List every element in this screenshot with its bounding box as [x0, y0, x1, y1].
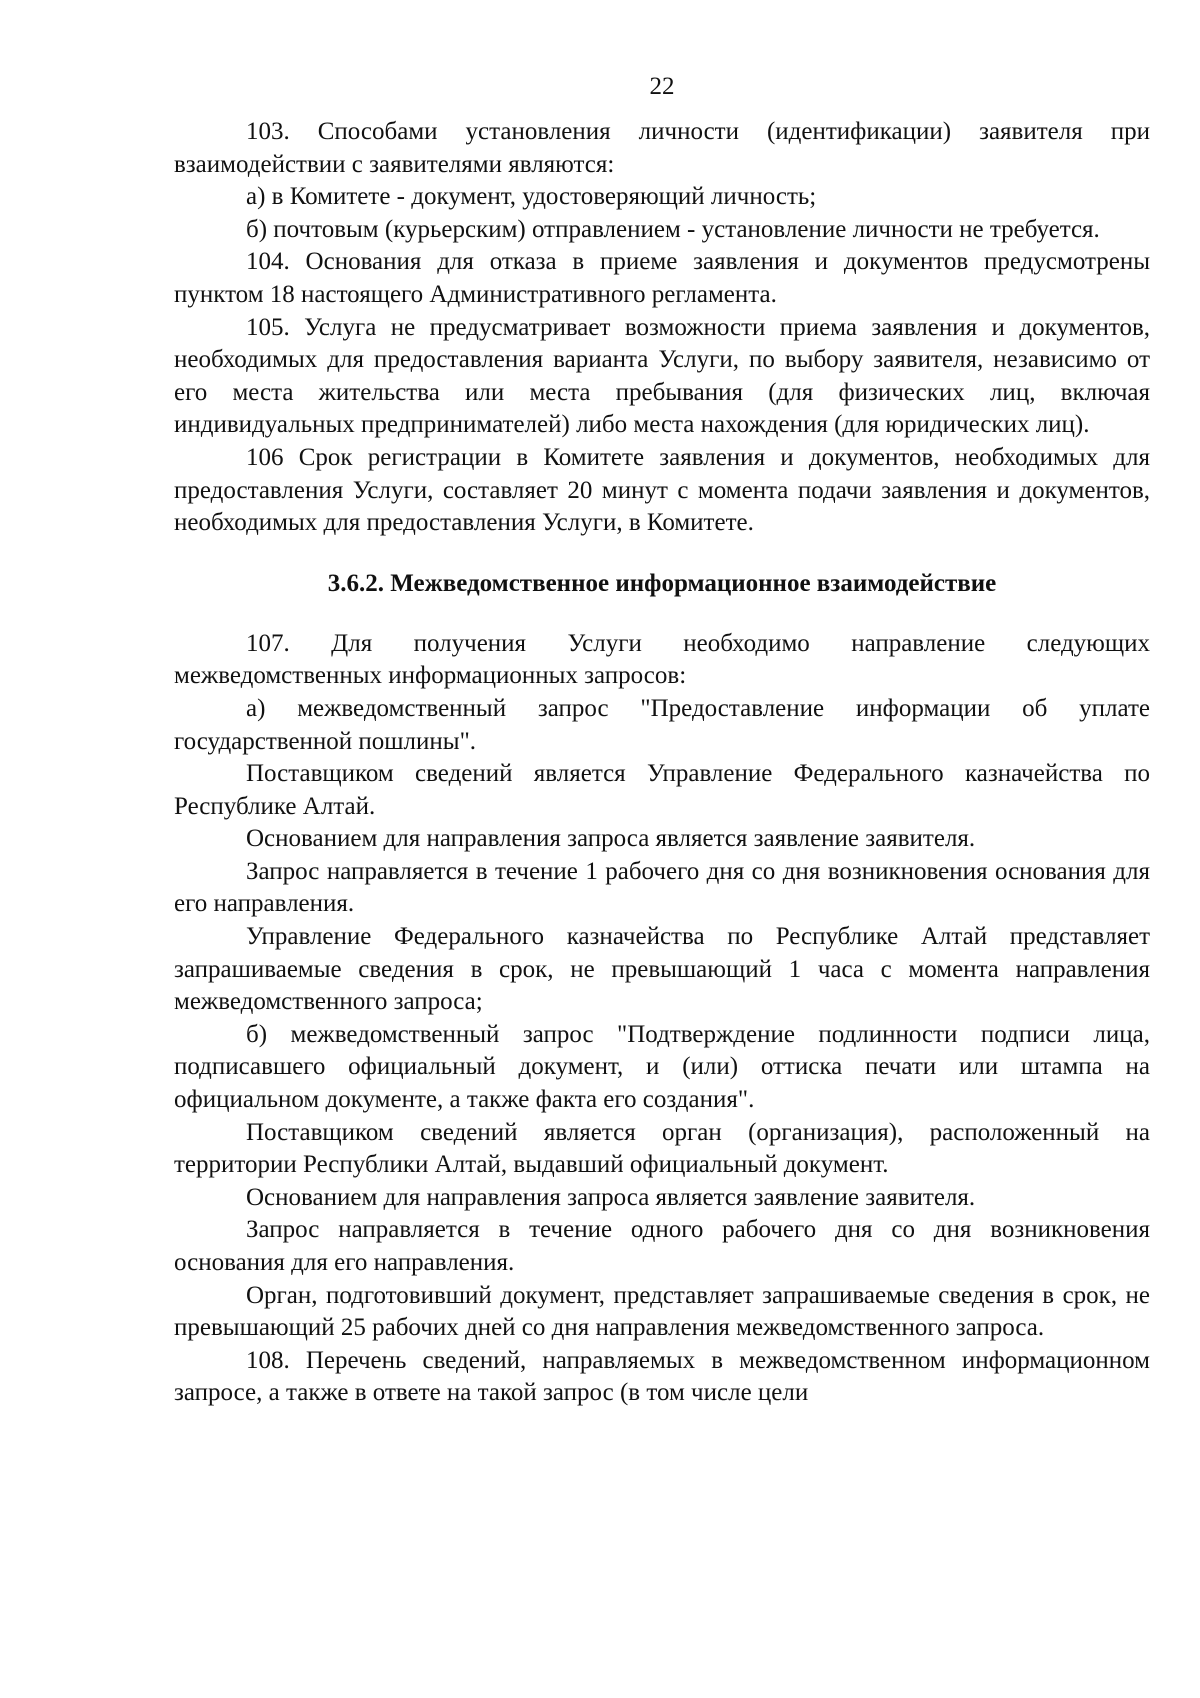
- paragraph-107-a-response: Управление Федерального казначейства по Республике Алтай представляет запрашиваемые сведения в срок, не превышающий 1 часа с момента направления межведомственного запроса;: [174, 923, 1150, 1016]
- paragraph-106: 106 Срок регистрации в Комитете заявления и документов, необходимых для предоставления Услуги, составляет 20 минут с момента подачи заявления и документов, необходимых для предоставления Услуги, в Комитете.: [174, 443, 1150, 537]
- paragraph-107-a: а) межведомственный запрос "Предоставление информации об уплате государственной пошлины".: [174, 694, 1150, 755]
- paragraph-107-b-term: Запрос направляется в течение одного рабочего дня со дня возникновения основания для его направления.: [174, 1216, 1150, 1276]
- paragraph-107-a-basis: Основанием для направления запроса является заявление заявителя.: [246, 825, 976, 853]
- section-heading: 3.6.2. Межведомственное информационное взаимодействие: [327, 569, 997, 597]
- paragraph-105: 105. Услуга не предусматривает возможности приема заявления и документов, необходимых для предоставления варианта Услуги, по выбору заявителя, независимо от его места жительства или места пребывания (для физических лиц, включая индивидуальных предпринимателей) либо места нахождения (для юридических лиц).: [174, 313, 1150, 439]
- section-body-after: [174, 628, 1150, 1410]
- paragraph-108: 108. Перечень сведений, направляемых в межведомственном информационном запросе, а также в ответе на такой запрос (в том числе цели: [174, 1346, 1150, 1407]
- paragraph-103-a: а) в Комитете - документ, удостоверяющий личность;: [246, 183, 817, 211]
- paragraph-107-b-basis: Основанием для направления запроса является заявление заявителя.: [246, 1183, 976, 1211]
- paragraph-107-b-response: Орган, подготовивший документ, представляет запрашиваемые сведения в срок, не превышающий 25 рабочих дней со дня направления межведомственного запроса.: [174, 1281, 1150, 1342]
- paragraph-103-b: б) почтовым (курьерским) отправлением - установление личности не требуется.: [246, 215, 1100, 243]
- paragraph-107-a-provider: Поставщиком сведений является Управление Федерального казначейства по Республике Алтай.: [174, 760, 1150, 820]
- paragraph-107: 107. Для получения Услуги необходимо направление следующих межведомственных информационных запросов:: [174, 629, 1150, 690]
- document-page: [174, 70, 1150, 1410]
- section-body-before: [174, 116, 1150, 540]
- paragraph-103: 103. Способами установления личности (идентификации) заявителя при взаимодействии с заявителями являются:: [174, 118, 1150, 178]
- page-number: 22: [649, 73, 675, 100]
- paragraph-107-a-term: Запрос направляется в течение 1 рабочего дня со дня возникновения основания для его направления.: [174, 857, 1150, 918]
- paragraph-107-b: б) межведомственный запрос "Подтверждение подлинности подписи лица, подписавшего официальный документ, и (или) оттиска печати или штампа на официальном документе, а также факта его создания".: [174, 1020, 1150, 1114]
- paragraph-107-b-provider: Поставщиком сведений является орган (организация), расположенный на территории Республики Алтай, выдавший официальный документ.: [174, 1118, 1150, 1179]
- paragraph-104: 104. Основания для отказа в приеме заявления и документов предусмотрены пунктом 18 настоящего Административного регламента.: [174, 248, 1150, 308]
